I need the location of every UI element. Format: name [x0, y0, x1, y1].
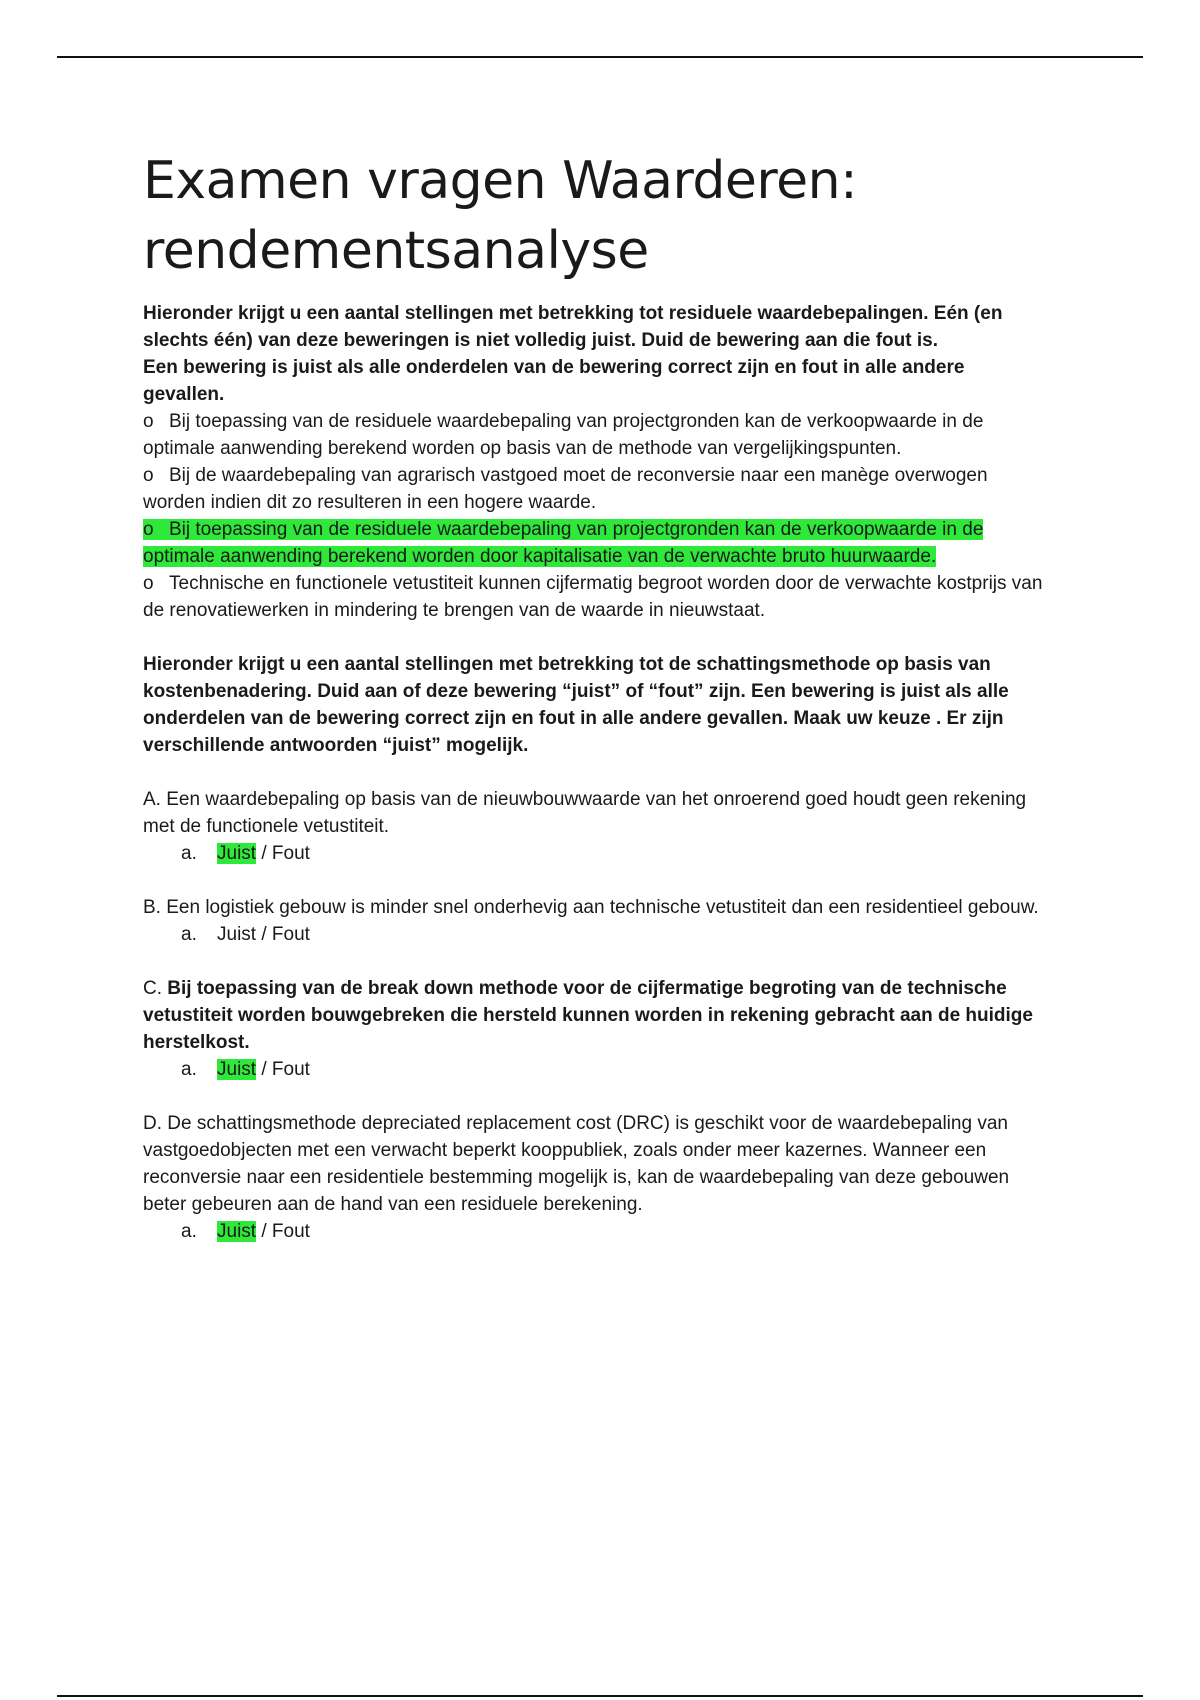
answer-a [181, 840, 1043, 867]
section1-intro: Hieronder krijgt u een aantal stellingen met betrekking tot residuele waardebepalingen. Eén (en slechts één) van deze beweringen is niet volledig juist. Duid de bewering aan die fout is. [143, 303, 1003, 351]
bullet-icon: o [143, 573, 154, 594]
answer-fout: Fout [271, 1059, 310, 1080]
list-item [143, 570, 1043, 624]
answer-label: a. [181, 924, 197, 945]
highlighted-answer [143, 519, 983, 567]
spacer [143, 624, 1043, 651]
answer-label: a. [181, 843, 197, 864]
footer-rule [57, 1695, 1143, 1697]
list-item [143, 516, 1043, 570]
question-b [143, 894, 1043, 921]
section2-intro: Hieronder krijgt u een aantal stellingen met betrekking tot de schattingsmethode op basis van kostenbenadering. Duid aan of deze bewering “juist” of “fout” zijn. Een bewering is juist als alle onderdelen van de bewering correct zijn en fout in alle andere gevallen. Maak uw keuze . Er zijn verschillende antwoorden “juist” mogelijk. [143, 654, 1009, 756]
answer-label: a. [181, 1221, 197, 1242]
answer-fout: Fout [271, 843, 310, 864]
question-prefix: B. [143, 897, 167, 918]
question-prefix: D. [143, 1113, 168, 1134]
page-title: Examen vragen Waarderen: rendementsanalyse [143, 151, 858, 281]
answer-d [181, 1218, 1043, 1245]
option-text: Bij toepassing van de residuele waardebepaling van projectgronden kan de verkoopwaarde in de optimale aanwending berekend worden op basis van de methode van vergelijkingspunten. [143, 411, 984, 459]
answer-separator: / [256, 924, 272, 945]
option-text: Technische en functionele vetustiteit kunnen cijfermatig begroot worden door de verwachte kostprijs van de renovatiewerken in mindering te brengen van de waarde in nieuwstaat. [143, 573, 1043, 621]
answer-juist-highlighted: Juist [217, 843, 257, 864]
question-text: De schattingsmethode depreciated replacement cost (DRC) is geschikt voor de waardebepaling van vastgoedobjecten met een verwacht beperkt kooppubliek, zoals onder meer kazernes. Wanneer een reconversie naar een residentiele bestemming mogelijk is, kan de waardebepaling van deze gebouwen beter gebeuren aan de hand van een residuele berekening. [143, 1113, 1010, 1215]
spacer [143, 948, 1043, 975]
question-d [143, 1110, 1043, 1218]
option-text: Bij de waardebepaling van agrarisch vastgoed moet de reconversie naar een manège overwogen worden indien dit zo resulteren in een hogere waarde. [143, 465, 988, 513]
question-prefix: C. [143, 978, 168, 999]
spacer [143, 1083, 1043, 1110]
answer-fout: Fout [271, 1221, 310, 1242]
option-text: Bij toepassing van de residuele waardebepaling van projectgronden kan de verkoopwaarde in de optimale aanwending berekend worden door kapitalisatie van de verwachte bruto huurwaarde. [143, 519, 984, 567]
question-text: Een logistiek gebouw is minder snel onderhevig aan technische vetustiteit dan een residentieel gebouw. [166, 897, 1039, 918]
document-body [143, 146, 1043, 1245]
answer-juist-highlighted: Juist [217, 1221, 257, 1242]
answer-b [181, 921, 1043, 948]
question-a [143, 786, 1043, 840]
answer-c [181, 1056, 1043, 1083]
question-text: Een waardebepaling op basis van de nieuwbouwwaarde van het onroerend goed houdt geen rekening met de functionele vetustiteit. [143, 789, 1027, 837]
section1-intro-rule: Een bewering is juist als alle onderdelen van de bewering correct zijn en fout in alle andere gevallen. [143, 357, 965, 405]
question-prefix: A. [143, 789, 167, 810]
answer-separator: / [256, 1059, 272, 1080]
list-item [143, 408, 1043, 462]
answer-fout: Fout [271, 924, 310, 945]
question-c [143, 975, 1043, 1056]
answer-juist: Juist [217, 924, 257, 945]
question-text: Bij toepassing van de break down methode voor de cijfermatige begroting van de technische vetustiteit worden bouwgebreken die hersteld kunnen worden in rekening gebracht aan de huidige herstelkost. [143, 978, 1033, 1053]
bullet-icon: o [143, 411, 154, 432]
spacer [143, 867, 1043, 894]
list-item [143, 462, 1043, 516]
spacer [143, 759, 1043, 786]
answer-separator: / [256, 843, 272, 864]
bullet-icon: o [143, 519, 154, 540]
answer-label: a. [181, 1059, 197, 1080]
header-rule [57, 56, 1143, 58]
bullet-icon: o [143, 465, 154, 486]
answer-separator: / [256, 1221, 272, 1242]
answer-juist-highlighted: Juist [217, 1059, 257, 1080]
